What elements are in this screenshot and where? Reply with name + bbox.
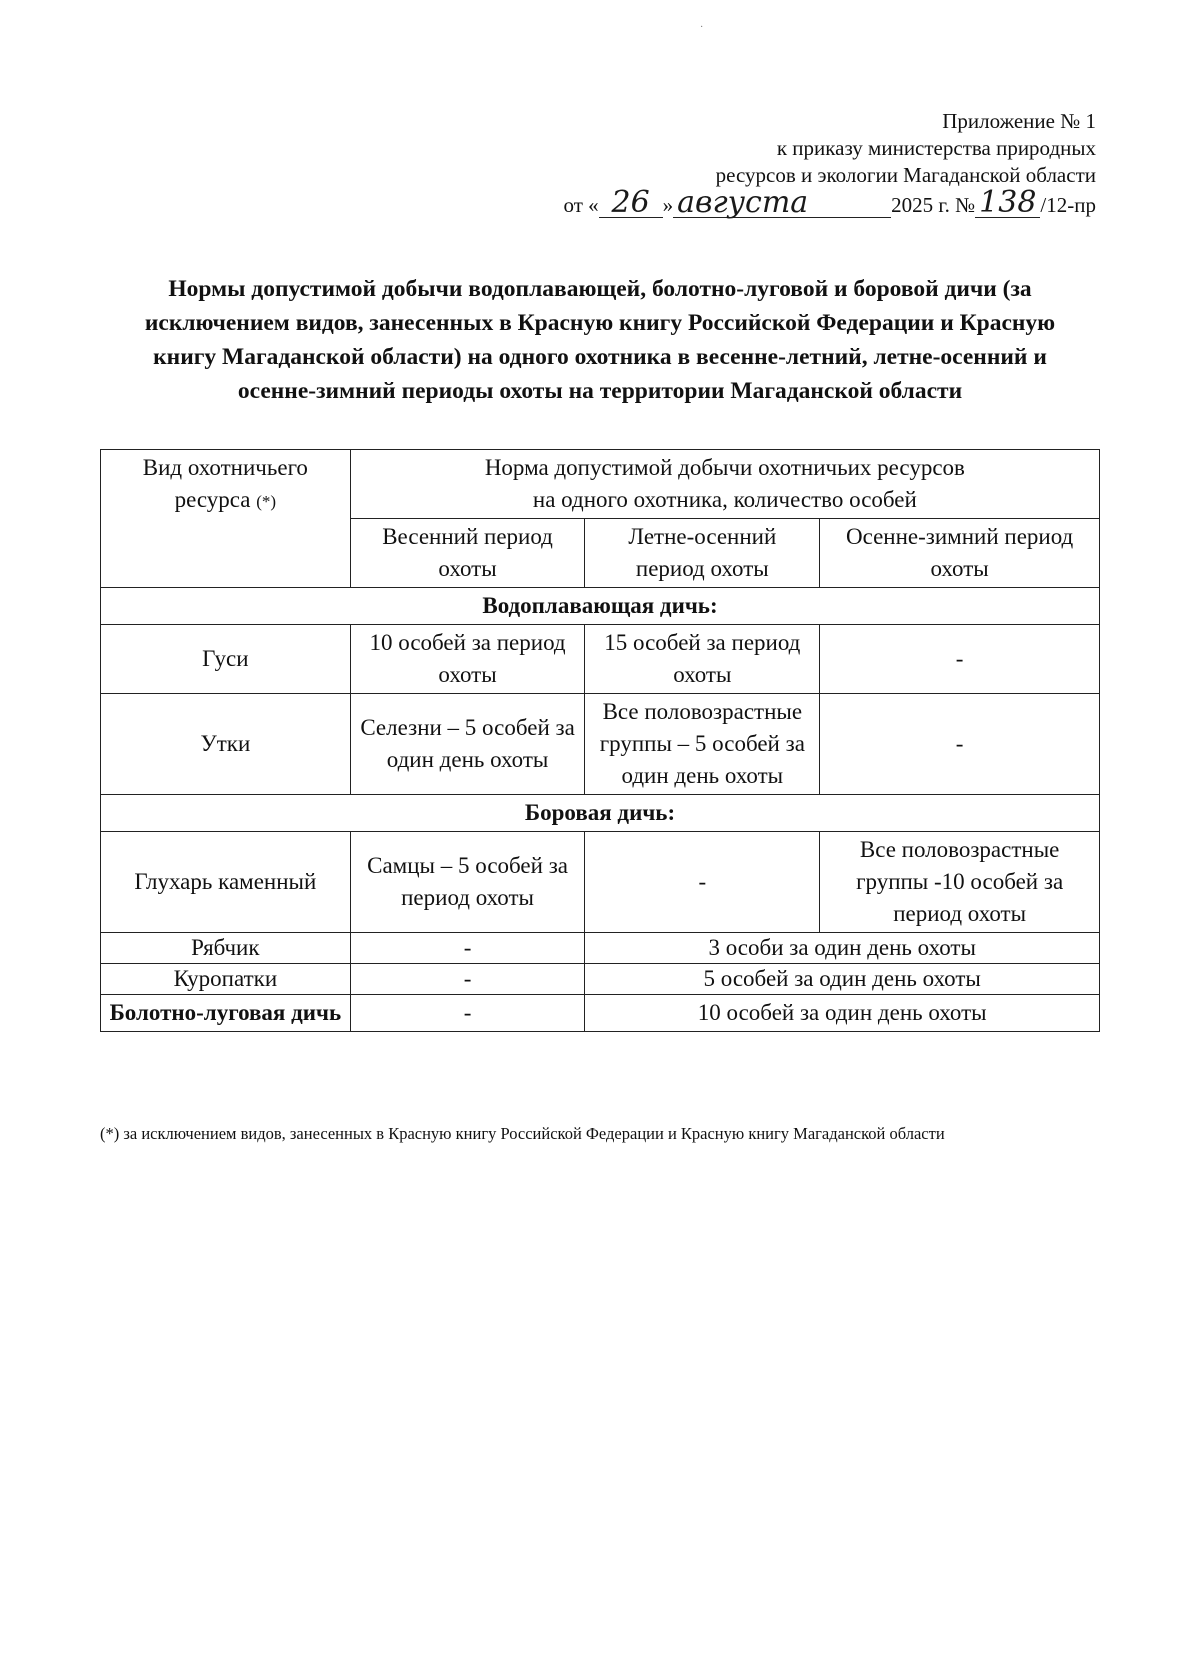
annex-header: [563, 108, 1096, 219]
col-spring-header: Весенний период охоты: [350, 519, 585, 588]
scan-speck: ·: [700, 22, 704, 33]
header-species-label: Вид охотничьего ресурса: [142, 455, 308, 512]
handwritten-day: 26: [599, 189, 663, 218]
table-row-marsh-game: [101, 995, 1100, 1032]
partridge-spring: -: [350, 964, 585, 995]
footnote: (*) за исключением видов, занесенных в Красную книгу Российской Федерации и Красную книгу Магаданской области: [100, 1124, 945, 1143]
handwritten-number: 138: [975, 189, 1040, 218]
capercaillie-summer: -: [585, 832, 820, 933]
ducks-summer: Все половозрастные группы – 5 особей за один день охоты: [585, 694, 820, 795]
section-forest-label: Боровая дичь:: [101, 795, 1100, 832]
table-row-hazel-grouse: [101, 933, 1100, 964]
table-header-row: [101, 450, 1100, 519]
table-row-ducks: [101, 694, 1100, 795]
species-hazel-grouse: Рябчик: [101, 933, 351, 964]
hazel-grouse-rest: 3 особи за один день охоты: [585, 933, 1100, 964]
partridge-rest: 5 особей за один день охоты: [585, 964, 1100, 995]
marsh-game-spring: -: [350, 995, 585, 1032]
header-species-mark: (*): [256, 492, 277, 511]
date-year: 2025 г. №: [891, 193, 976, 217]
ducks-winter: -: [820, 694, 1100, 795]
section-row-water: [101, 588, 1100, 625]
section-water-label: Водоплавающая дичь:: [101, 588, 1100, 625]
annex-title: Приложение № 1: [942, 109, 1096, 133]
date-mid: »: [662, 193, 674, 217]
document-title: Нормы допустимой добычи водоплавающей, болотно-луговой и боровой дичи (за исключением видов, занесенных в Красную книгу Российской Федерации и Красную книгу Магаданской области) на одного охотника в весенне-летний, летне-осенний и осенне-зимний периоды охоты на территории Магаданской области: [144, 276, 1056, 404]
annex-date-line: [563, 185, 1096, 220]
capercaillie-spring: Самцы – 5 особей за период охоты: [350, 832, 585, 933]
geese-summer: 15 особей за период охоты: [585, 625, 820, 694]
order-suffix: /12-пр: [1040, 193, 1096, 217]
geese-winter: -: [820, 625, 1100, 694]
capercaillie-winter: Все половозрастные группы -10 особей за период охоты: [820, 832, 1100, 933]
hazel-grouse-spring: -: [350, 933, 585, 964]
handwritten-month: августа: [673, 189, 891, 218]
species-partridge: Куропатки: [101, 964, 351, 995]
species-capercaillie: Глухарь каменный: [101, 832, 351, 933]
table-row-partridge: [101, 964, 1100, 995]
header-norm-cell: [350, 450, 1099, 519]
header-species-cell: [101, 450, 351, 588]
header-norm-line2: на одного охотника, количество особей: [532, 487, 917, 512]
date-prefix: от «: [563, 193, 599, 217]
species-ducks: Утки: [101, 694, 351, 795]
species-marsh-game: Болотно-луговая дичь: [101, 995, 351, 1032]
marsh-game-rest: 10 особей за один день охоты: [585, 995, 1100, 1032]
norms-table: [100, 449, 1100, 1032]
ducks-spring: Селезни – 5 особей за один день охоты: [350, 694, 585, 795]
section-row-forest: [101, 795, 1100, 832]
annex-ministry-line: ресурсов и экологии Магаданской области: [715, 163, 1096, 187]
annex-order-line: к приказу министерства природных: [776, 136, 1096, 160]
header-norm-line1: Норма допустимой добычи охотничьих ресурсов: [484, 455, 965, 480]
col-winter-header: Осенне-зимний период охоты: [820, 519, 1100, 588]
geese-spring: 10 особей за период охоты: [350, 625, 585, 694]
table-row-geese: [101, 625, 1100, 694]
col-summer-header: Летне-осенний период охоты: [585, 519, 820, 588]
table-row-capercaillie: [101, 832, 1100, 933]
species-geese: Гуси: [101, 625, 351, 694]
